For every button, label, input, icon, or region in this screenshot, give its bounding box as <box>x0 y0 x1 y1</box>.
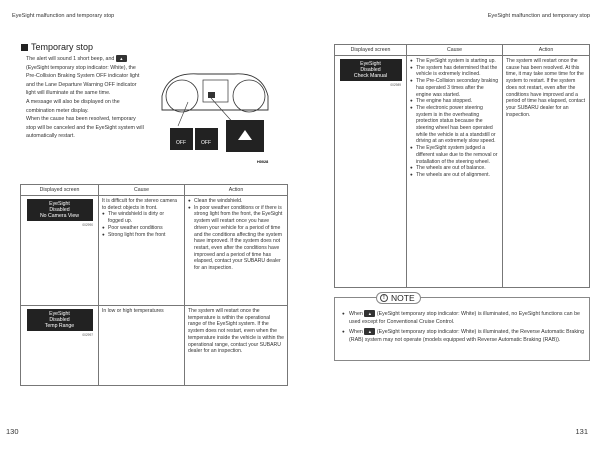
col-displayed-screen: Displayed screen <box>21 185 99 196</box>
right-page <box>300 0 600 450</box>
list-item: ● Strong light from the front <box>102 232 181 239</box>
list-item: ● When ▲ (EyeSight temporary stop indicator: White) is illuminated, the Reverse Automatic Braking (RAB) system may not operate (models equipped with Reverse Automatic Braking (RAB)). <box>342 328 586 345</box>
list-item: ● The Pre-Collision secondary braking has operated 3 times after the engine was started. <box>410 78 499 98</box>
table-row: EyeSight Disabled No Camera View 002990 It is difficult for the stereo camera to detect objects in front. ● The windshield is dirty or fogged up. ● Poor weather conditions ● Strong light from the front ● Clean the windshield. ● In poor weather conditions or if there is strong light from the front, the EyeSight system will restart once you have driven your vehicle for a period of time and the conditions affecting the system have improved. If the system does not restart, even after the conditions have improved and a period of time has elapsed, contact your SUBARU dealer for an inspection. <box>21 196 288 306</box>
section-title <box>21 42 93 52</box>
section-title-text: Temporary stop <box>31 42 94 52</box>
combination-meter-figure <box>158 66 273 169</box>
table-row: EyeSight Disabled Check Manual 002989 ● The EyeSight system is starting up. ● The system has determined that the vehicle is extremely inclined. ● The Pre-Collision secondary braking has operated 3 times after the engine was started. ● The engine has stopped. ● The electronic power steering system is in the overheating protection status because the steering wheel has been operated while the vehicle is at a standstill or driving at an extremely slow speed. ● The EyeSight system judged a different value due to the removal or installation of the steering wheel. ● The wheels are out of balance. ● The wheels are out of alignment. The system will restart once the cause has been resolved. At this time, it may take some time for the system to restart. If the system does not restart, even after the conditions have improved and a period of time has elapsed, contact your SUBARU dealer for an inspection. <box>335 56 590 288</box>
screen-code: 002990 <box>82 223 93 227</box>
running-header-right: EyeSight malfunction and temporary stop <box>487 13 590 19</box>
eyesight-temporary-stop-icon: ▲ <box>364 310 375 317</box>
list-item: ● In poor weather conditions or if there is strong light from the front, the EyeSight system will restart once you have driven your vehicle for a period of time and the conditions affecting the system have improved. If the system does not restart, even after the conditions have improved and a period of time has elapsed, contact your SUBARU dealer for an inspection. <box>188 205 284 272</box>
list-item: ● Poor weather conditions <box>102 225 181 232</box>
cause-action-table-right <box>334 44 590 288</box>
eyesight-temporary-stop-icon: ▲ <box>364 328 375 335</box>
table-row: EyeSight Disabled Temp Range 002997 In low or high temperatures The system will restart once the temperature is within the operational range of the EyeSight system. If the system does not restart, even when the temperature inside the vehicle is within the operational range, contact your SUBARU dealer for an inspection. <box>21 306 288 386</box>
display-screen-no-camera-view: EyeSight Disabled No Camera View <box>27 199 93 221</box>
list-item: ● When ▲ (EyeSight temporary stop indicator: White) is illuminated, no EyeSight functions can be used except for Conventional Cruise Control. <box>342 310 586 327</box>
square-bullet-icon <box>21 44 28 51</box>
list-item: ● The electronic power steering system is in the overheating protection status because the steering wheel has been operated while the vehicle is at a standstill or driving at an extremely slow speed. <box>410 105 499 145</box>
col-action: Action <box>503 45 590 56</box>
cause-action-table-left <box>20 184 288 386</box>
col-displayed-screen: Displayed screen <box>335 45 407 56</box>
cause-list <box>102 211 181 238</box>
screen-code: 002997 <box>82 333 93 337</box>
note-box <box>334 293 590 361</box>
screen-code: 002989 <box>390 83 401 87</box>
list-item: ● The engine has stopped. <box>410 98 499 105</box>
cause-list <box>410 58 499 179</box>
list-item: ● The wheels are out of balance. <box>410 165 499 172</box>
action-list <box>188 198 284 272</box>
running-header-left: EyeSight malfunction and temporary stop <box>12 13 115 19</box>
svg-text:OFF: OFF <box>201 140 211 146</box>
list-item: ● The EyeSight system judged a different value due to the removal or installation of the steering wheel. <box>410 145 499 165</box>
note-list <box>342 310 586 345</box>
intro-text: The alert will sound 1 short beep, and ▲ (EyeSight temporary stop indicator: White), the Pre-Collision Braking System OFF indicator light and the Lane Departure Warning OFF indicator light will illuminate at the same time. A message will also be displayed on the combination meter display. When the cause has been resolved, temporary stop will be canceled and the EyeSight system will automatically restart. <box>26 56 144 140</box>
col-cause: Cause <box>407 45 503 56</box>
note-label: ! NOTE <box>376 292 421 304</box>
display-screen-temp-range: EyeSight Disabled Temp Range <box>27 309 93 331</box>
exclamation-icon: ! <box>380 294 388 302</box>
col-cause: Cause <box>99 185 185 196</box>
list-item: ● The system has determined that the vehicle is extremely inclined. <box>410 65 499 78</box>
meter-illustration <box>158 66 273 169</box>
list-item: ● The wheels are out of alignment. <box>410 172 499 179</box>
list-item: ● The windshield is dirty or fogged up. <box>102 211 181 224</box>
col-action: Action <box>185 185 288 196</box>
display-screen-check-manual: EyeSight Disabled Check Manual <box>340 59 402 81</box>
figure-code: H0028 <box>257 160 269 164</box>
svg-text:OFF: OFF <box>176 140 186 146</box>
page-number-left: 130 <box>6 427 19 436</box>
list-item: ● The EyeSight system is starting up. <box>410 58 499 65</box>
page-number-right: 131 <box>575 427 588 436</box>
list-item: ● Clean the windshield. <box>188 198 284 205</box>
eyesight-temporary-stop-icon: ▲ <box>116 55 127 62</box>
